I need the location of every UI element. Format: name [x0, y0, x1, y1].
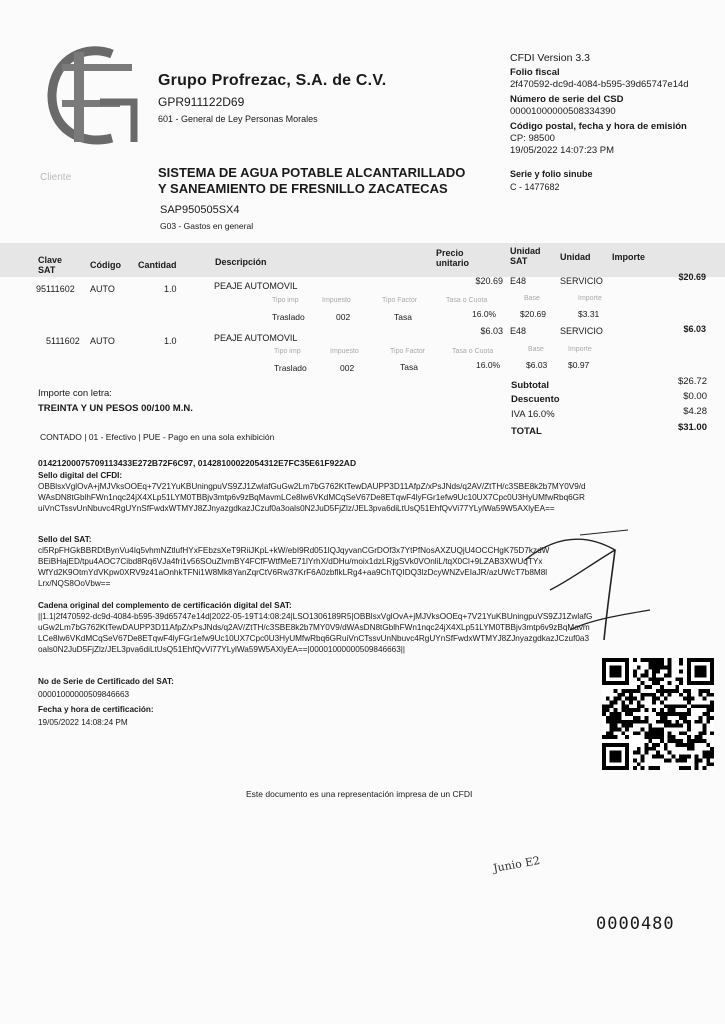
issuer-rfc: GPR911122D69 [158, 95, 245, 109]
row-unidad: SERVICIO [560, 276, 603, 286]
row-unidad-sat: E48 [510, 276, 527, 286]
row-clave: 95111602 [36, 284, 75, 294]
row-iva: $3.31 [578, 309, 600, 319]
original-chain-block [38, 600, 593, 655]
col-unidad: Unidad [560, 252, 591, 262]
client-cfdi-use: G03 - Gastos en general [160, 221, 254, 231]
sub-tasa: Tasa o Cuota [446, 297, 488, 304]
discount-value: $0.00 [683, 391, 707, 402]
row-tasa: 16.0% [476, 360, 501, 370]
csd-number: 00001000000508334390 [510, 106, 616, 117]
sub-factor: Tipo Factor [390, 348, 426, 355]
stamped-folio: 0000480 [596, 914, 675, 934]
sub-importe: Importe [568, 346, 592, 353]
folio-fiscal: 2f470592-dc9d-4084-b595-39d65747e14d [510, 79, 689, 90]
sub-impuesto: Impuesto [330, 348, 359, 355]
row-tipo: Traslado [274, 363, 307, 373]
client-label: Cliente [40, 172, 72, 183]
sub-impuesto: Impuesto [322, 297, 351, 304]
sub-base: Base [528, 346, 544, 353]
iva-label: IVA 16.0% [511, 409, 555, 420]
row-descripcion: PEAJE AUTOMOVIL [214, 281, 298, 291]
cert-date-block [38, 704, 338, 728]
cfdi-version: CFDI Version 3.3 [510, 52, 590, 64]
handwritten-note: Junio E2 [492, 853, 542, 876]
cfdi-seal: OBBlsxVglOvA+jMJVksOOEq+7V21YuKBUningpuVS9ZJ1ZwlafGuGw2Lm7bG762KtTewDAUPP3D11AfpZ/xPsJNds/q2AV/ZtTH/c3SBE8k2b7MY0V9/dWAsDN8tGblhFWn1nqc24jX4XLp51LYM0TBBjv3mtp6v9zBqMavmLCe8lw6VKdMCqSeV67De8ETqwF4lyFGr1efw9Uc10UX7Cpc0U3HyUMfwRbq6GRuiVnCTssvUnNbuvc4RgUYnSfFwdxWTMYJ8ZJnyazgdkazJCzuf0a3oals0N2JuD5FjZlz/JEL3pva6diLtUsQ51EhfQvVi77YLylWa59W5AXlyEA== [38, 482, 586, 513]
row-factor: Tasa [400, 362, 418, 372]
payment-method: CONTADO | 01 - Efectivo | PUE - Pago en una sola exhibición [40, 432, 275, 442]
qr-code-icon [602, 658, 714, 770]
col-codigo: Código [90, 260, 121, 270]
row-cantidad: 1.0 [164, 284, 177, 294]
row-cantidad: 1.0 [164, 336, 177, 346]
row-codigo: AUTO [90, 336, 115, 346]
series-info [510, 168, 593, 194]
reference-codes: 01421200075709113433E272B72F6C97, 01428100022054312E7FC35E61F922AD [38, 458, 357, 468]
row-unidad: SERVICIO [560, 326, 603, 336]
row-impuesto: 002 [336, 312, 351, 322]
row-base: $6.03 [526, 360, 548, 370]
row-precio: $6.03 [480, 326, 503, 336]
row-importe: $6.03 [683, 324, 706, 334]
col-precio: Precio unitario [436, 248, 469, 268]
folio-fiscal-label: Folio fiscal [510, 67, 560, 78]
client-rfc: SAP950505SX4 [160, 204, 240, 216]
issue-date: 19/05/2022 14:07:23 PM [510, 145, 615, 156]
row-base: $20.69 [520, 309, 546, 319]
discount-label: Descuento [511, 394, 560, 405]
subtotal-label: Subtotal [511, 380, 549, 391]
sub-factor: Tipo Factor [382, 297, 418, 304]
iva-value: $4.28 [683, 406, 707, 417]
total-label: TOTAL [511, 426, 542, 437]
col-importe: Importe [612, 252, 646, 262]
total-value: $31.00 [677, 422, 707, 433]
series-value: C - 1477682 [510, 182, 560, 192]
sat-cert-block [38, 676, 338, 700]
col-cantidad: Cantidad [138, 260, 177, 270]
legal-legend: Este documento es una representación impresa de un CFDI [246, 789, 473, 799]
cp-label: Código postal, fecha y hora de emisión [510, 121, 687, 132]
row-unidad-sat: E48 [510, 326, 527, 336]
cfdi-seal-label: Sello digital del CFDI: [38, 471, 123, 480]
original-chain: ||1.1|2f470592-dc9d-4084-b595-39d65747e14d|2022-05-19T14:08:24|LSO1306189R5|OBBlsxVglOvA+jMJVksOOEq+7V21YuKBUningpuVS9ZJ1ZwlafGuGw2Lm7bG762KtTewDAUPP3D11AfpZ/xPsJNds/q2AV/ZtTH/c3SBE8k2b7MY0V9/dWAsDN8tGblhFWn1nqc24jX4XLp51LYM0TBBjv3mtp6v9zBqMavmLCe8lw6VKdMCqSeV67De8ETqwF4lyFGr1efw9Uc10UX7Cpc0U3HyUMfwRbq6GRuiVnCTssvUnNbuvc4RgUYnSfFwdxWTMYJ8ZJnyazgdkazJCzuf0a3oals0N2JuD5FjZlz/JEL3pva6diLtUsQ51EhfQvVi77YLylWa59W5AXlyEA==|00001000000509846663|| [38, 612, 593, 654]
amount-words-label: Importe con letra: [38, 388, 112, 399]
subtotal-value: $26.72 [677, 376, 707, 387]
sub-tipo: Tipo imp [272, 297, 299, 304]
amount-words: TREINTA Y UN PESOS 00/100 M.N. [38, 403, 193, 414]
row-impuesto: 002 [340, 363, 355, 373]
client-name-line-2: Y SANEAMIENTO DE FRESNILLO ZACATECAS [158, 181, 448, 196]
client-name-line-1: SISTEMA DE AGUA POTABLE ALCANTARILLADO [158, 165, 466, 180]
csd-label: Número de serie del CSD [510, 94, 624, 105]
col-unidad-sat: Unidad SAT [510, 246, 541, 266]
sub-base: Base [524, 295, 540, 302]
row-codigo: AUTO [90, 284, 115, 294]
sat-cert-number: 00001000000509846663 [38, 690, 130, 699]
sat-seal-block [38, 534, 550, 589]
sub-tasa: Tasa o Cuota [452, 348, 494, 355]
sat-cert-label: No de Serie de Certificado del SAT: [38, 677, 174, 686]
postal-code: CP: 98500 [510, 133, 555, 144]
row-clave: 5111602 [46, 336, 80, 346]
cert-date-label: Fecha y hora de certificación: [38, 705, 154, 714]
row-precio: $20.69 [475, 276, 503, 286]
client-name [158, 165, 518, 197]
sat-seal: cl5RpFHGkBBRDtBynVu4Iq5vhmNZtlufHYxFEbzsXeT9RiiJKpL+kW/ebI9Rd051lQJqyvanCGrDOf3x7YtPfNosAXZUQjU4OCCHgK75D7kzdWBEiBHajED/tpu4AOC7Cibd8Rq6VJa4fri1v56SOuZlvmBY4FCfFWtfMeE71lYrhX/dDHu/moix1dzLRjgSVk0VOnliL/tqX0Cl+9LZAB3XWUqTYxWfYd2K9OtmYdVKpw0XRV9z41aOnhkTFNi1W8Mk8YanZqrCtV6Rw37KrF6A0zbflkLRg4+aa9ChTQIDQ3lzDcyWNZvEIaJR/azUWcT7b8M8lLrx/NQS8OoVbw== [38, 546, 550, 588]
row-tasa: 16.0% [472, 309, 497, 319]
col-clave-sat: Clave SAT [38, 255, 63, 275]
cfdi-info [510, 52, 720, 157]
row-iva: $0.97 [568, 360, 590, 370]
issuer-regimen: 601 - General de Ley Personas Morales [158, 114, 318, 124]
sub-tipo: Tipo imp [274, 348, 301, 355]
sat-seal-label: Sello del SAT: [38, 535, 92, 544]
row-descripcion: PEAJE AUTOMOVIL [214, 333, 298, 343]
company-logo [42, 42, 142, 147]
col-descripcion: Descripción [215, 257, 267, 267]
signature-mark [520, 520, 670, 670]
issuer-name: Grupo Profrezac, S.A. de C.V. [158, 72, 387, 89]
row-factor: Tasa [394, 312, 412, 322]
cfdi-seal-block [38, 470, 586, 514]
series-label: Serie y folio sinube [510, 169, 593, 179]
cert-date: 19/05/2022 14:08:24 PM [38, 718, 128, 727]
sub-importe: Importe [578, 295, 602, 302]
row-importe: $20.69 [678, 272, 706, 282]
items-table-header [0, 243, 725, 277]
original-chain-label: Cadena original del complemento de certificación digital del SAT: [38, 601, 292, 610]
row-tipo: Traslado [272, 312, 305, 322]
